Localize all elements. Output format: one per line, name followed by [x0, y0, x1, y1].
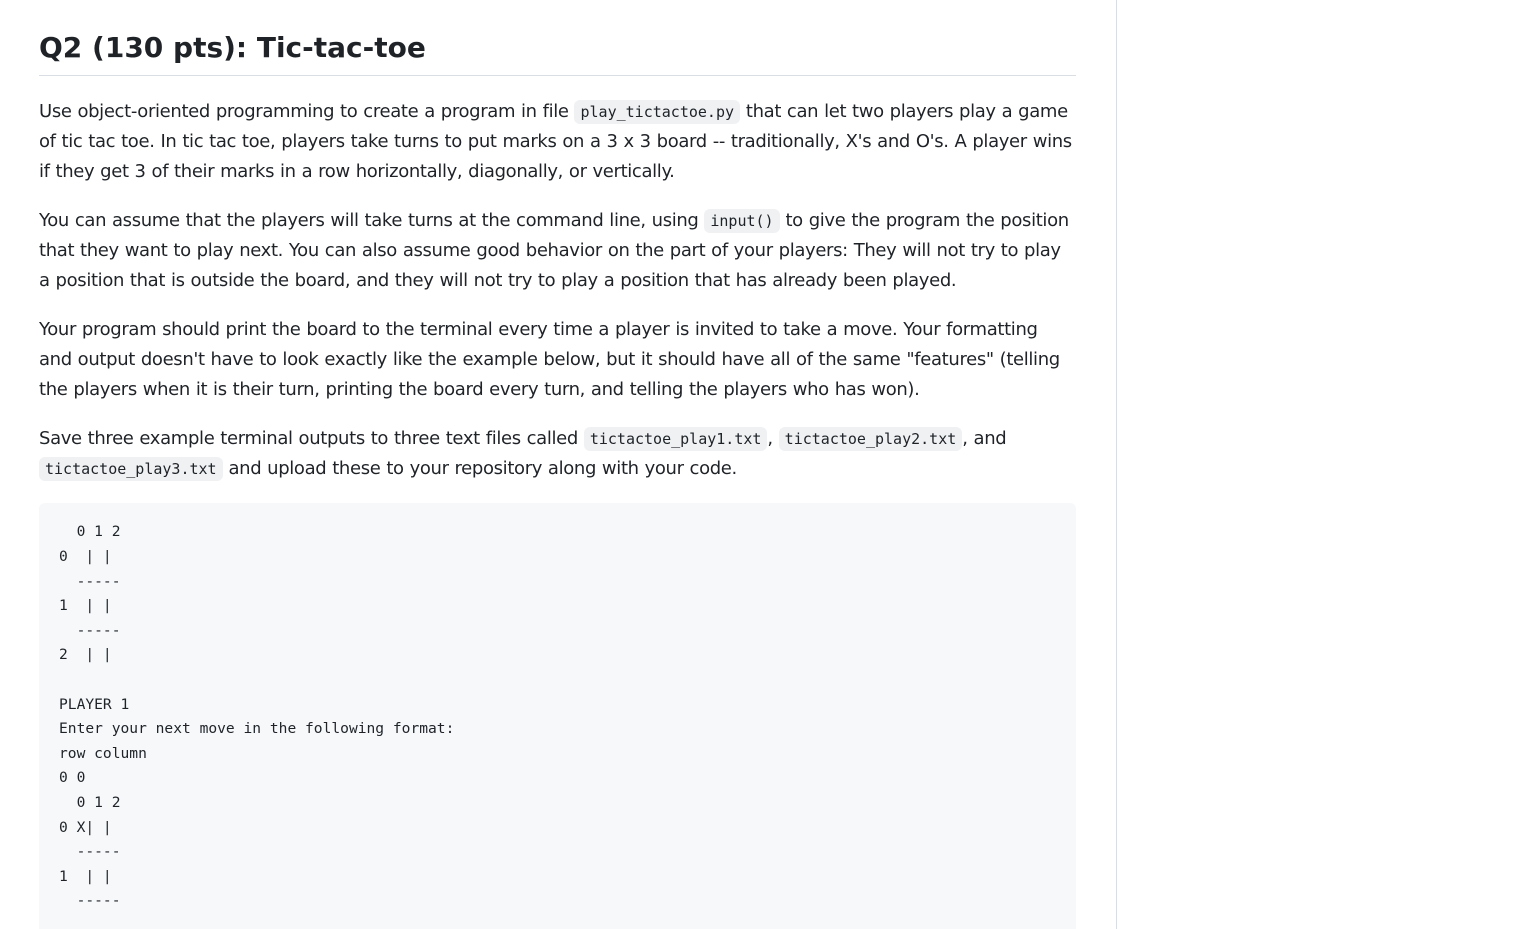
output-requirements-paragraph: Your program should print the board to the terminal every time a player is invited to take a move. Your formatting and output doesn't have to look exactly like the example below, but it should have all of the same "features" (telling the players when it is their turn, printing the board every turn, and telling the players who has won).: [39, 319, 1060, 401]
assumptions-paragraph: [39, 206, 1076, 296]
paragraph4-text-after: and upload these to your repository along with your code.: [222, 458, 737, 480]
markdown-body: [39, 0, 1076, 929]
paragraph2-text-before: You can assume that the players will take turns at the command line, using: [39, 210, 705, 232]
filename-code-play3: tictactoe_play3.txt: [39, 457, 223, 481]
paragraph2-text-after: to give the program the position that they want to play next. You can also assume good behavior on the part of your players: They will not try to play a position that is outside the board, and they will not try to play a position that has already been played.: [39, 210, 1069, 292]
paragraph4-separator-2: , and: [962, 428, 1007, 450]
section-heading: Q2 (130 pts): Tic-tac-toe: [39, 0, 1076, 76]
filename-code-play1: tictactoe_play1.txt: [584, 427, 768, 451]
save-outputs-paragraph: [39, 424, 1076, 484]
example-terminal-output-code-block[interactable]: 0 1 2 0 | | ----- 1 | | ----- 2 | | PLAYER 1 Enter your next move in the following format: row column 0 0 0 1 2 0 X| | ----- 1 | | -----: [39, 503, 1076, 929]
input-function-code: input(): [704, 209, 779, 233]
intro-paragraph: [39, 97, 1076, 187]
paragraph4-separator-1: ,: [767, 428, 779, 450]
paragraph1-text-after: that can let two players play a game of tic tac toe. In tic tac toe, players take turns to put marks on a 3 x 3 board -- traditionally, X's and O's. A player wins if they get 3 of their marks in a row horizontally, diagonally, or vertically.: [39, 101, 1072, 183]
paragraph1-text-before: Use object-oriented programming to create a program in file: [39, 101, 575, 123]
paragraph4-text-before: Save three example terminal outputs to three text files called: [39, 428, 584, 450]
filename-code-play-tictactoe: play_tictactoe.py: [574, 100, 740, 124]
filename-code-play2: tictactoe_play2.txt: [779, 427, 963, 451]
